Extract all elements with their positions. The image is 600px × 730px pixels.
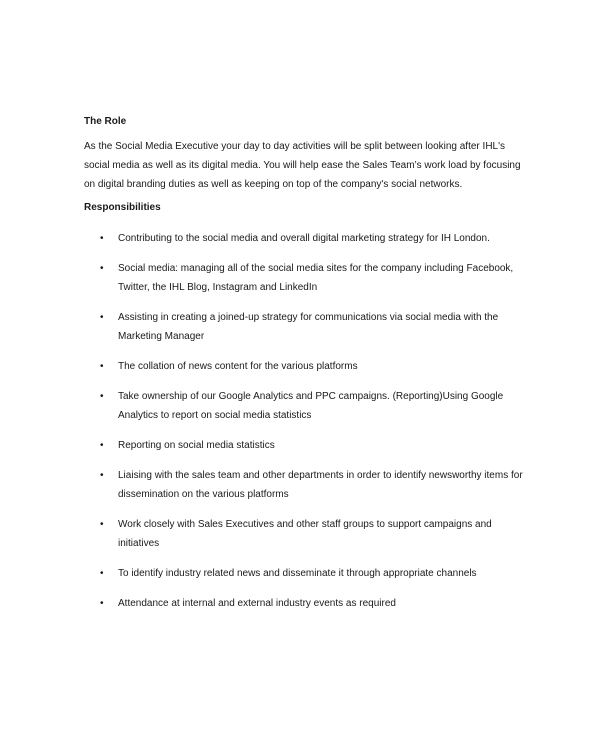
bullet-icon: • — [100, 470, 104, 481]
list-item-text: Take ownership of our Google Analytics and PPC campaigns. (Reporting)Using Google Analytics to report on social media statistics — [118, 391, 504, 421]
list-item — [84, 564, 524, 583]
list-item — [84, 259, 524, 297]
document-body — [84, 115, 524, 624]
list-item — [84, 229, 524, 248]
list-item-text: Social media: managing all of the social media sites for the company including Facebook, Twitter, the IHL Blog, Instagram and LinkedIn — [118, 263, 514, 293]
bullet-icon: • — [100, 598, 104, 609]
bullet-icon: • — [100, 361, 104, 372]
list-item-text: Assisting in creating a joined-up strategy for communications via social media with the Marketing Manager — [118, 312, 499, 342]
list-item-text: Liaising with the sales team and other departments in order to identify newsworthy items for dissemination on the various platforms — [118, 470, 523, 500]
bullet-icon: • — [100, 568, 104, 579]
bullet-icon: • — [100, 233, 104, 244]
bullet-icon: • — [100, 312, 104, 323]
bullet-icon: • — [100, 519, 104, 530]
list-item-text: Reporting on social media statistics — [118, 440, 275, 451]
list-item — [84, 357, 524, 376]
bullet-icon: • — [100, 263, 104, 274]
responsibilities-heading: Responsibilities — [84, 202, 161, 213]
bullet-icon: • — [100, 440, 104, 451]
list-item-text: The collation of news content for the various platforms — [118, 361, 358, 372]
responsibilities-list — [84, 229, 524, 613]
list-item — [84, 387, 524, 425]
list-item — [84, 436, 524, 455]
role-paragraph: As the Social Media Executive your day to day activities will be split between looking after IHL's social media as well as its digital media. You will help ease the Sales Team’s work load by focusing on digital branding duties as well as keeping on top of the company's social networks. — [84, 141, 521, 190]
list-item — [84, 515, 524, 553]
list-item-text: Contributing to the social media and overall digital marketing strategy for IH London. — [118, 233, 490, 244]
role-heading: The Role — [84, 116, 127, 127]
list-item-text: Attendance at internal and external industry events as required — [118, 598, 396, 609]
list-item — [84, 308, 524, 346]
list-item-text: To identify industry related news and disseminate it through appropriate channels — [118, 568, 477, 579]
list-item — [84, 466, 524, 504]
list-item — [84, 594, 524, 613]
bullet-icon: • — [100, 391, 104, 402]
list-item-text: Work closely with Sales Executives and other staff groups to support campaigns and initiatives — [118, 519, 492, 549]
